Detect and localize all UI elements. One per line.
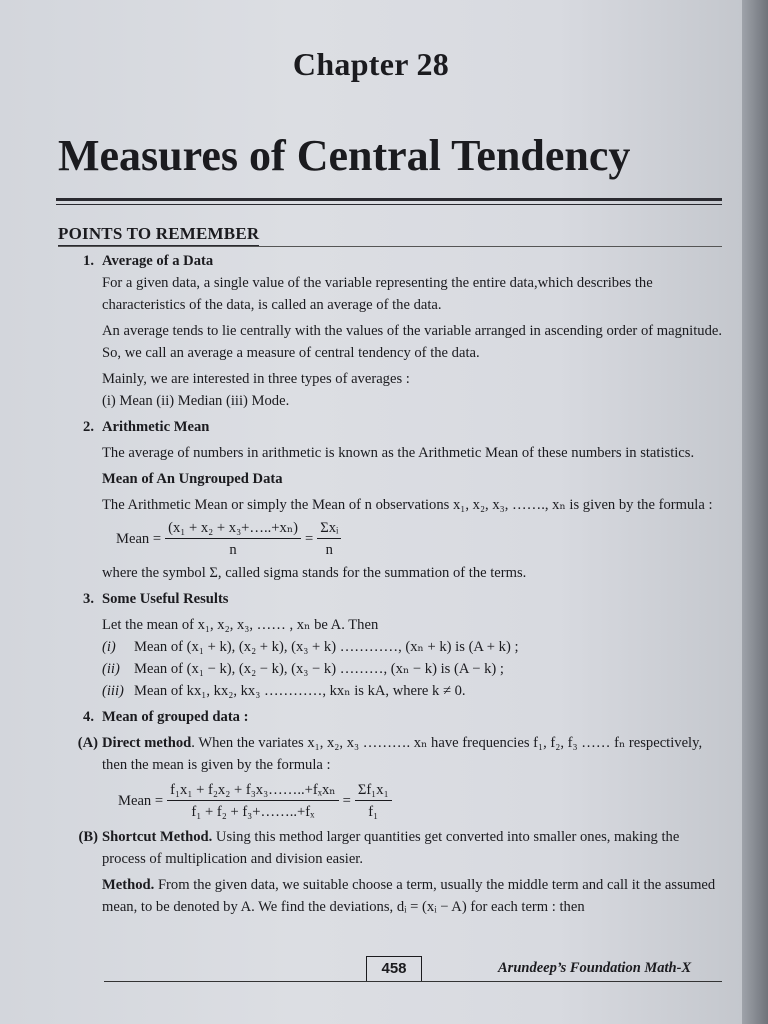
mean-ungrouped-formula: Mean = $\frac{\text{(x₁ + x₂ + x₃+…..+xₙ)}}{n}$ = $\frac{\text{Σxᵢ}}{n}$ [58, 516, 724, 562]
point-1-heading: 1. Average of a Data [83, 253, 214, 269]
result-item: (iii) Mean of kx₁, kx₂, kx₃ …………, kxₙ is kA, where k ≠ 0. [102, 683, 466, 699]
chapter-number: Chapter 28 [292, 46, 450, 82]
point-1-para-2: An average tends to lie centrally with the values of the variable arranged in ascending order of magnitude. So, we call an average a measure of central tendency of the data. [102, 323, 722, 361]
point-1-para-1: For a given data, a single value of the variable representing the entire data,which describes the characteristics of the data, is called an average of the data. [102, 275, 653, 313]
point-1-types: (i) Mean (ii) Median (iii) Mode. [102, 393, 290, 409]
section-heading: POINTS TO REMEMBER [58, 224, 259, 246]
footer-rule [104, 981, 722, 982]
book-spine [742, 0, 768, 1024]
point-3-heading: 3. Some Useful Results [83, 591, 229, 607]
title-rule-thick [56, 198, 722, 201]
chapter-title: Measures of Central Tendency [58, 131, 631, 180]
point-3-para-1: Let the mean of x₁, x₂, x₃, …… , xₙ be A. Then [102, 617, 379, 633]
point-2-para-3: where the symbol Σ, called sigma stands for the summation of the terms. [102, 565, 527, 581]
title-rule-thin [56, 204, 722, 205]
point-2-heading: 2. Arithmetic Mean [83, 419, 210, 435]
page-number: 458 [366, 956, 422, 982]
point-2-para-2: The Arithmetic Mean or simply the Mean of n observations x₁, x₂, x₃, ……., xₙ is given by the formula : [102, 497, 713, 513]
direct-method: (A) Direct method. When the variates x₁, x₂, x₃ ………. xₙ have frequencies f₁, f₂, f₃ …… fₙ respectively, then the mean is given by the formula : [77, 735, 703, 773]
point-2-subheading: Mean of An Ungrouped Data [102, 471, 283, 487]
point-1-para-3: Mainly, we are interested in three types of averages : [102, 371, 410, 387]
mean-grouped-formula: Mean = $\frac{\text{f₁x₁ + f₂x₂ + f₃x₃……..+fₓxₙ}}{\text{f₁ + f₂ + f₃+……..+fₓ}}$ = $\frac{\text{Σf₁x₁}}{\text{f₁}}$ [58, 776, 724, 826]
content [58, 250, 724, 918]
section-rule [58, 246, 722, 247]
point-4-heading: 4. Mean of grouped data : [83, 709, 249, 725]
book-title-footer: Arundeep’s Foundation Math-X [498, 960, 692, 976]
method-para: Method. From the given data, we suitable choose a term, usually the middle term and call it the assumed mean, to be denoted by A. We find the deviations, dᵢ = (xᵢ − A) for each term : then [102, 877, 716, 915]
point-2-para-1: The average of numbers in arithmetic is known as the Arithmetic Mean of these numbers in statistics. [102, 445, 695, 461]
result-item: (ii) Mean of (x₁ − k), (x₂ − k), (x₃ − k) ………, (xₙ − k) is (A − k) ; [102, 661, 504, 677]
shortcut-method: (B) Shortcut Method. Using this method larger quantities get converted into smaller ones, making the process of multiplication and division easier. [78, 829, 680, 867]
result-item: (i) Mean of (x₁ + k), (x₂ + k), (x₃ + k) …………, (xₙ + k) is (A + k) ; [102, 639, 519, 655]
